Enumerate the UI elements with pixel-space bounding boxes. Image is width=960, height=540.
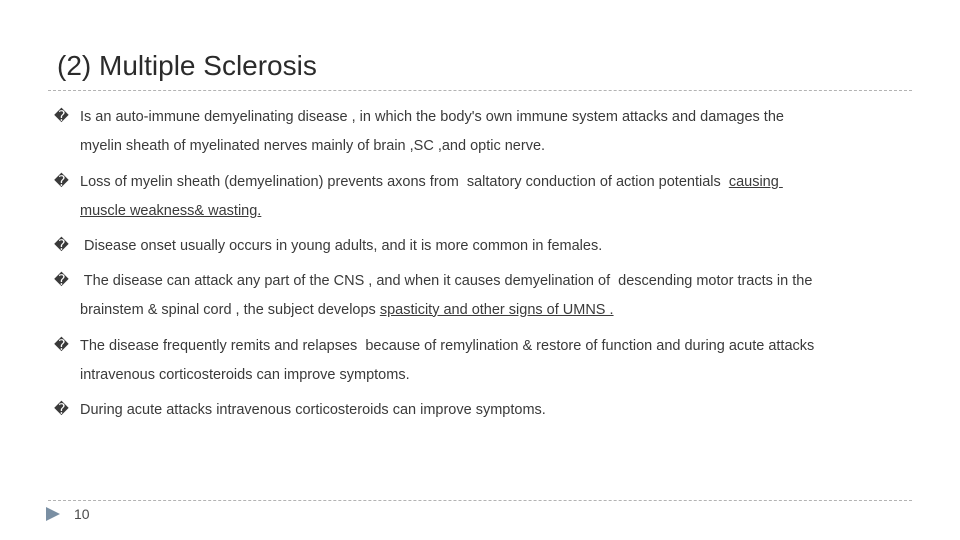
bullet-4-underlined-text: spasticity and other signs of UMNS . (379, 301, 614, 318)
page-marker-triangle-icon (46, 507, 60, 521)
footer-divider (48, 500, 912, 501)
bullet-text-5 (80, 332, 920, 389)
title-divider (48, 90, 912, 91)
bullet-text-6 (80, 396, 920, 425)
bullet-marker: � (54, 338, 69, 354)
bullet-2-line-1 (80, 168, 920, 197)
page-number: 10 (74, 506, 90, 522)
bullet-marker: � (54, 109, 69, 125)
bullet-6-line-1: During acute attacks intravenous corticosteroids can improve symptoms. (80, 402, 546, 418)
bullet-4-line-2 (80, 296, 920, 325)
bullet-1-line-2: myelin sheath of myelinated nerves mainly of brain ,SC ,and optic nerve. (80, 137, 546, 154)
bullet-5-line-2: intravenous corticosteroids can improve symptoms. (80, 366, 410, 383)
bullet-2-line-2 (80, 197, 920, 226)
bullet-text-3 (80, 232, 920, 261)
bullet-text-1 (80, 103, 920, 160)
slide-title: (2) Multiple Sclerosis (57, 50, 317, 81)
bullet-text-2 (80, 168, 920, 225)
bullet-4-line-2-text: brainstem & spinal cord , the subject develops (80, 301, 380, 318)
bullet-marker: � (54, 238, 69, 254)
bullet-2-underlined-continuation: muscle weakness& wasting. (80, 202, 262, 219)
bullet-marker: � (54, 174, 69, 190)
bullet-marker: � (54, 273, 69, 289)
bullet-3-line-1: Disease onset usually occurs in young adults, and it is more common in females. (80, 238, 603, 254)
bullet-5-line-1: The disease frequently remits and relapses because of remylination & restore of function and during acute attacks (80, 338, 815, 354)
bullet-1-line-1: Is an auto-immune demyelinating disease , in which the body's own immune system attacks and damages the (80, 109, 784, 125)
bullet-2-underlined-text: causing (728, 174, 783, 190)
bullet-4-line-1: The disease can attack any part of the CNS , and when it causes demyelination of descending motor tracts in the (80, 273, 813, 289)
bullet-2-line-1-text: Loss of myelin sheath (demyelination) prevents axons from saltatory conduction of action potentials (80, 174, 729, 190)
bullet-text-4 (80, 267, 920, 324)
bullet-marker: � (54, 402, 69, 418)
